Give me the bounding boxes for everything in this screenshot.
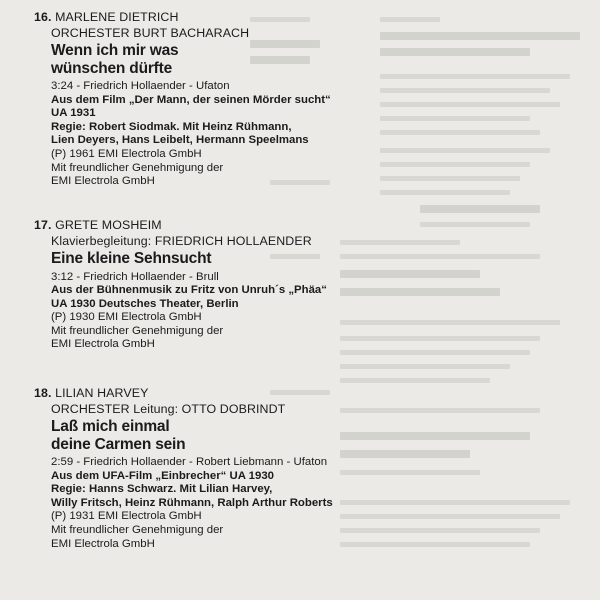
track-artist: GRETE MOSHEIM <box>55 218 162 232</box>
track-source: Aus dem Film „Der Mann, der seinen Mörder sucht“ <box>51 93 331 106</box>
track-header <box>34 385 334 401</box>
track-rights: Mit freundlicher Genehmigung der <box>51 324 224 337</box>
track-timing: 2:59 - Friedrich Hollaender - Robert Liebmann - Ufaton <box>51 456 328 468</box>
track-rights: (P) 1931 EMI Electrola GmbH <box>51 510 202 523</box>
track-artist: LILIAN HARVEY <box>55 386 149 400</box>
track-timing: 3:24 - Friedrich Hollaender - Ufaton <box>51 80 230 92</box>
track-title-line: Wenn ich mir was <box>51 42 179 59</box>
track-source: Aus der Bühnenmusik zu Fritz von Unruh´s „Phäa“ <box>51 284 327 297</box>
track-credits: Willy Fritsch, Heinz Rühmann, Ralph Arthur Roberts <box>51 496 333 509</box>
track-header <box>34 217 334 233</box>
track-title <box>51 418 334 453</box>
track-number: 16. <box>34 10 52 24</box>
track-accompaniment: ORCHESTER BURT BACHARACH <box>51 26 250 40</box>
track-timing: 3:12 - Friedrich Hollaender - Brull <box>51 270 219 283</box>
track-title-line: Laß mich einmal <box>51 418 170 435</box>
track-header <box>34 9 334 25</box>
track-17 <box>34 217 334 352</box>
track-number: 17. <box>34 218 52 232</box>
track-rights: (P) 1930 EMI Electrola GmbH <box>51 311 202 324</box>
track-artist: MARLENE DIETRICH <box>55 10 179 24</box>
track-title-line: wünschen dürfte <box>51 59 173 77</box>
track-title-line: Eine kleine Sehnsucht <box>51 250 212 267</box>
track-credits: Regie: Robert Siodmak. Mit Heinz Rühmann, <box>51 120 292 133</box>
track-credits: Lien Deyers, Hans Leibelt, Hermann Speelmans <box>51 134 309 147</box>
track-rights: Mit freundlicher Genehmigung der <box>51 523 224 536</box>
track-accompaniment: ORCHESTER Leitung: OTTO DOBRINDT <box>51 402 286 416</box>
track-source: UA 1931 <box>51 107 96 120</box>
track-18 <box>34 385 334 551</box>
track-rights: EMI Electrola GmbH <box>51 338 155 351</box>
track-16 <box>34 9 334 189</box>
track-rights: EMI Electrola GmbH <box>51 537 155 550</box>
track-number: 18. <box>34 386 52 400</box>
track-credits: Regie: Hanns Schwarz. Mit Lilian Harvey, <box>51 483 273 496</box>
track-rights: (P) 1961 EMI Electrola GmbH <box>51 147 202 160</box>
track-source: UA 1930 Deutsches Theater, Berlin <box>51 297 239 310</box>
track-rights: EMI Electrola GmbH <box>51 175 155 188</box>
track-rights: Mit freundlicher Genehmigung der <box>51 161 224 174</box>
track-title <box>51 250 334 268</box>
track-title-line: deine Carmen sein <box>51 435 186 453</box>
track-accompaniment: Klavierbegleitung: FRIEDRICH HOLLAENDER <box>51 234 312 248</box>
track-title <box>51 42 334 77</box>
track-source: Aus dem UFA-Film „Einbrecher“ UA 1930 <box>51 469 275 482</box>
